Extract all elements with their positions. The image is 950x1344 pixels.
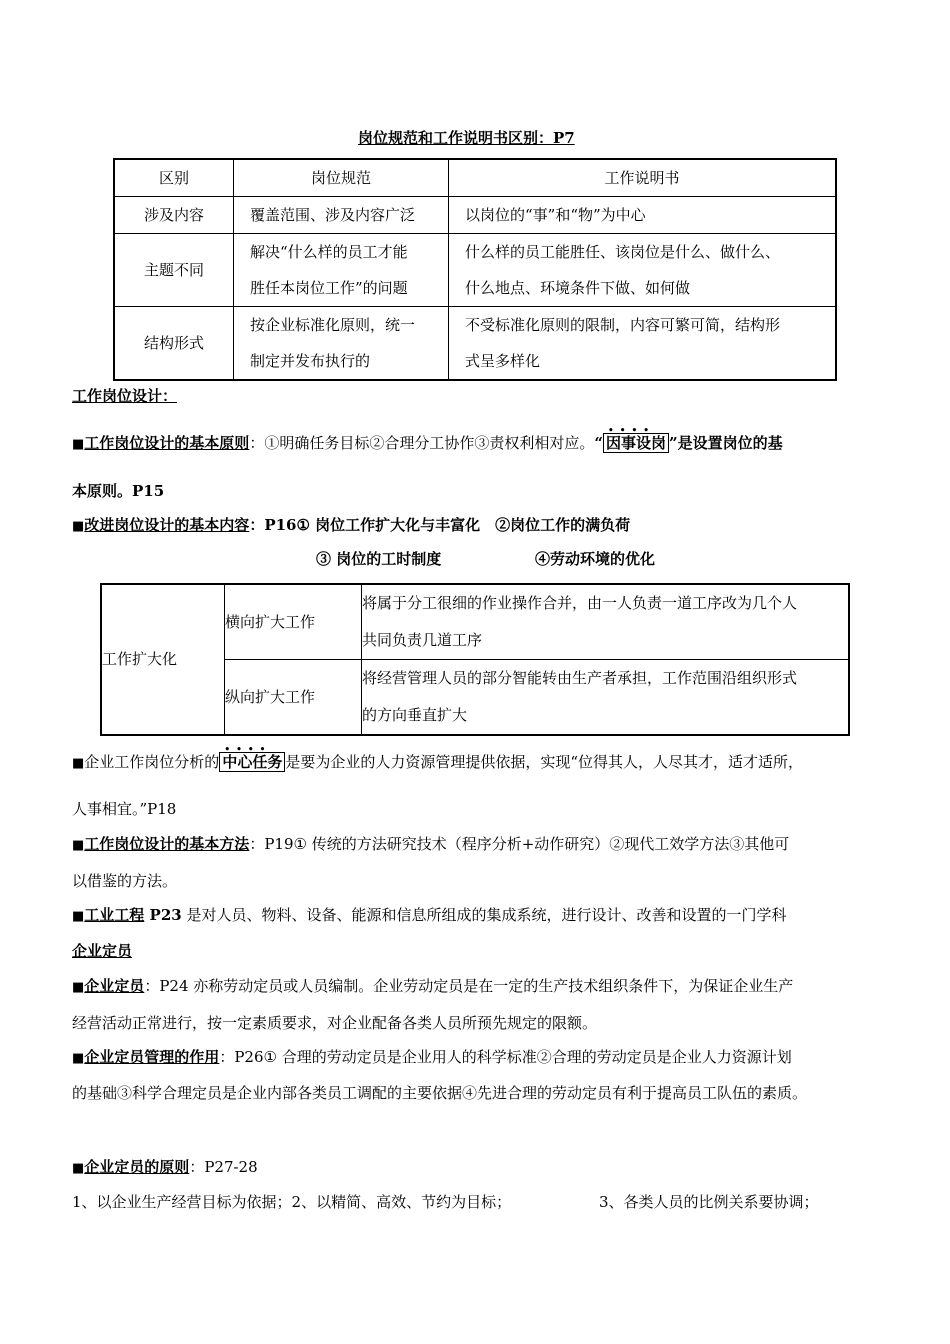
paragraph-principle — [72, 426, 783, 455]
term-label: 工作岗位设计的基本方法 — [84, 835, 250, 853]
bullet: ■ — [72, 519, 85, 534]
row-label: 涉及内容 — [114, 197, 234, 234]
group-cell: 工作扩大化 — [101, 584, 225, 735]
paragraph-line: ③ 岗位的工时制度 — [316, 550, 442, 568]
desc-cell — [449, 234, 837, 307]
paragraph-staffing — [72, 976, 793, 998]
page-ref: P23 — [144, 906, 182, 924]
row-label: 主题不同 — [114, 234, 234, 307]
paragraph-text: 企业工作岗位分析的 — [84, 753, 220, 771]
table-row — [114, 197, 836, 234]
bullet: ■ — [72, 980, 85, 995]
section-heading-staffing: 企业定员 — [72, 942, 133, 960]
cell-line: 不受标准化原则的限制，内容可繁可简，结构形 — [465, 316, 781, 334]
paragraph-text: 是对人员、物料、设备、能源和信息所组成的集成系统，进行设计、改善和设置的一门学科 — [181, 906, 787, 924]
spec-cell — [234, 197, 449, 234]
cell-line: 制定并发布执行的 — [250, 352, 371, 370]
row-label: 结构形式 — [114, 307, 234, 381]
paragraph-line: 人事相宜。”P18 — [72, 800, 177, 818]
paragraph-line: 本原则。P15 — [72, 482, 165, 500]
term-label: 企业定员 — [84, 977, 145, 995]
quote-rest: ”是设置岗位的基 — [668, 434, 783, 452]
paragraph-method — [72, 834, 789, 856]
quote-open: “ — [594, 434, 603, 452]
bullet: ■ — [72, 756, 85, 771]
cell-line: 按企业标准化原则，统一 — [250, 316, 416, 334]
cell-line: 什么样的员工能胜任、该岗位是什么、做什么、 — [465, 243, 781, 261]
spec-cell — [234, 234, 449, 307]
cell-line: 式呈多样化 — [465, 352, 541, 370]
emphasis-dots: •••• — [607, 426, 655, 436]
cell-line: 共同负责几道工序 — [362, 631, 483, 649]
table-row — [114, 234, 836, 307]
section-heading-design: 工作岗位设计： — [72, 387, 178, 405]
type-cell: 横向扩大工作 — [225, 584, 362, 660]
principle-item-3: 3、各类人员的比例关系要协调； — [599, 1193, 819, 1211]
cell-line: 以岗位的“事”和“物”为中心 — [465, 206, 646, 224]
paragraph-line: 经营活动正常进行，按一定素质要求，对企业配备各类人员所预先规定的限额。 — [72, 1014, 598, 1032]
paragraph-line: ④劳动环境的优化 — [535, 550, 656, 568]
table-row — [101, 584, 849, 660]
term-label: 工业工程 — [84, 906, 145, 924]
paragraph-ie — [72, 905, 786, 927]
paragraph-text: ：P16① 岗位工作扩大化与丰富化 ②岗位工作的满负荷 — [249, 516, 631, 534]
desc-cell — [362, 584, 850, 660]
paragraph-text: ：①明确任务目标②合理分工协作③责权利相对应。 — [249, 434, 595, 452]
cell-line: 将经营管理人员的部分智能转由生产者承担，工作范围沿组织形式 — [362, 669, 798, 687]
header-cell: 工作说明书 — [449, 159, 837, 197]
bullet: ■ — [72, 838, 85, 853]
paragraph-line: 以借鉴的方法。 — [72, 872, 178, 890]
type-cell: 纵向扩大工作 — [225, 660, 362, 736]
paragraph-improve — [72, 515, 630, 537]
desc-cell — [449, 197, 837, 234]
emphasis-box — [219, 745, 285, 772]
cell-line: 的方向垂直扩大 — [362, 706, 468, 724]
term-label: 改进岗位设计的基本内容 — [84, 516, 250, 534]
emphasis-box — [603, 426, 669, 453]
boxed-text: 因事设岗 — [605, 434, 666, 452]
table-header-row — [114, 159, 836, 197]
enlargement-table — [100, 583, 850, 736]
paragraph-analysis — [72, 745, 804, 774]
header-cell: 区别 — [114, 159, 234, 197]
spec-cell — [234, 307, 449, 381]
bullet: ■ — [72, 437, 85, 452]
paragraph-text: ：P19① 传统的方法研究技术（程序分析+动作研究）②现代工效学方法③其他可 — [249, 835, 790, 853]
comparison-table — [113, 158, 837, 381]
paragraph-text: 是要为企业的人力资源管理提供依据，实现“位得其人，人尽其才，适才适所， — [285, 753, 804, 771]
cell-line: 覆盖范围、涉及内容广泛 — [250, 206, 416, 224]
boxed-text: 中心任务 — [222, 753, 283, 771]
bullet: ■ — [72, 1051, 85, 1066]
emphasis-dots: •••• — [224, 745, 272, 755]
paragraph-text: ：P24 亦称劳动定员或人员编制。企业劳动定员是在一定的生产技术组织条件下，为保证企业生产 — [144, 977, 794, 995]
term-label: 工作岗位设计的基本原则 — [84, 434, 250, 452]
principle-items-1-2: 1、以企业生产经营目标为依据；2、以精简、高效、节约为目标； — [72, 1193, 512, 1211]
table-title: 岗位规范和工作说明书区别：P7 — [358, 129, 575, 147]
paragraph-text: ：P27-28 — [189, 1158, 258, 1176]
table-row — [114, 307, 836, 381]
cell-line: 胜任本岗位工作”的问题 — [250, 279, 408, 297]
desc-cell — [449, 307, 837, 381]
paragraph-role — [72, 1047, 792, 1069]
cell-line: 什么地点、环境条件下做、如何做 — [465, 279, 691, 297]
paragraph-text: ：P26① 合理的劳动定员是企业用人的科学标准②合理的劳动定员是企业人力资源计划 — [219, 1048, 792, 1066]
bullet: ■ — [72, 909, 85, 924]
bullet: ■ — [72, 1161, 85, 1176]
paragraph-principles — [72, 1157, 258, 1179]
header-cell: 岗位规范 — [234, 159, 449, 197]
cell-line: 将属于分工很细的作业操作合并，由一人负责一道工序改为几个人 — [362, 594, 798, 612]
term-label: 企业定员的原则 — [84, 1158, 190, 1176]
desc-cell — [362, 660, 850, 736]
paragraph-line: 的基础③科学合理定员是企业内部各类员工调配的主要依据④先进合理的劳动定员有利于提高员工队伍的素质。 — [72, 1084, 808, 1102]
term-label: 企业定员管理的作用 — [84, 1048, 220, 1066]
cell-line: 解决“什么样的员工才能 — [250, 243, 408, 261]
